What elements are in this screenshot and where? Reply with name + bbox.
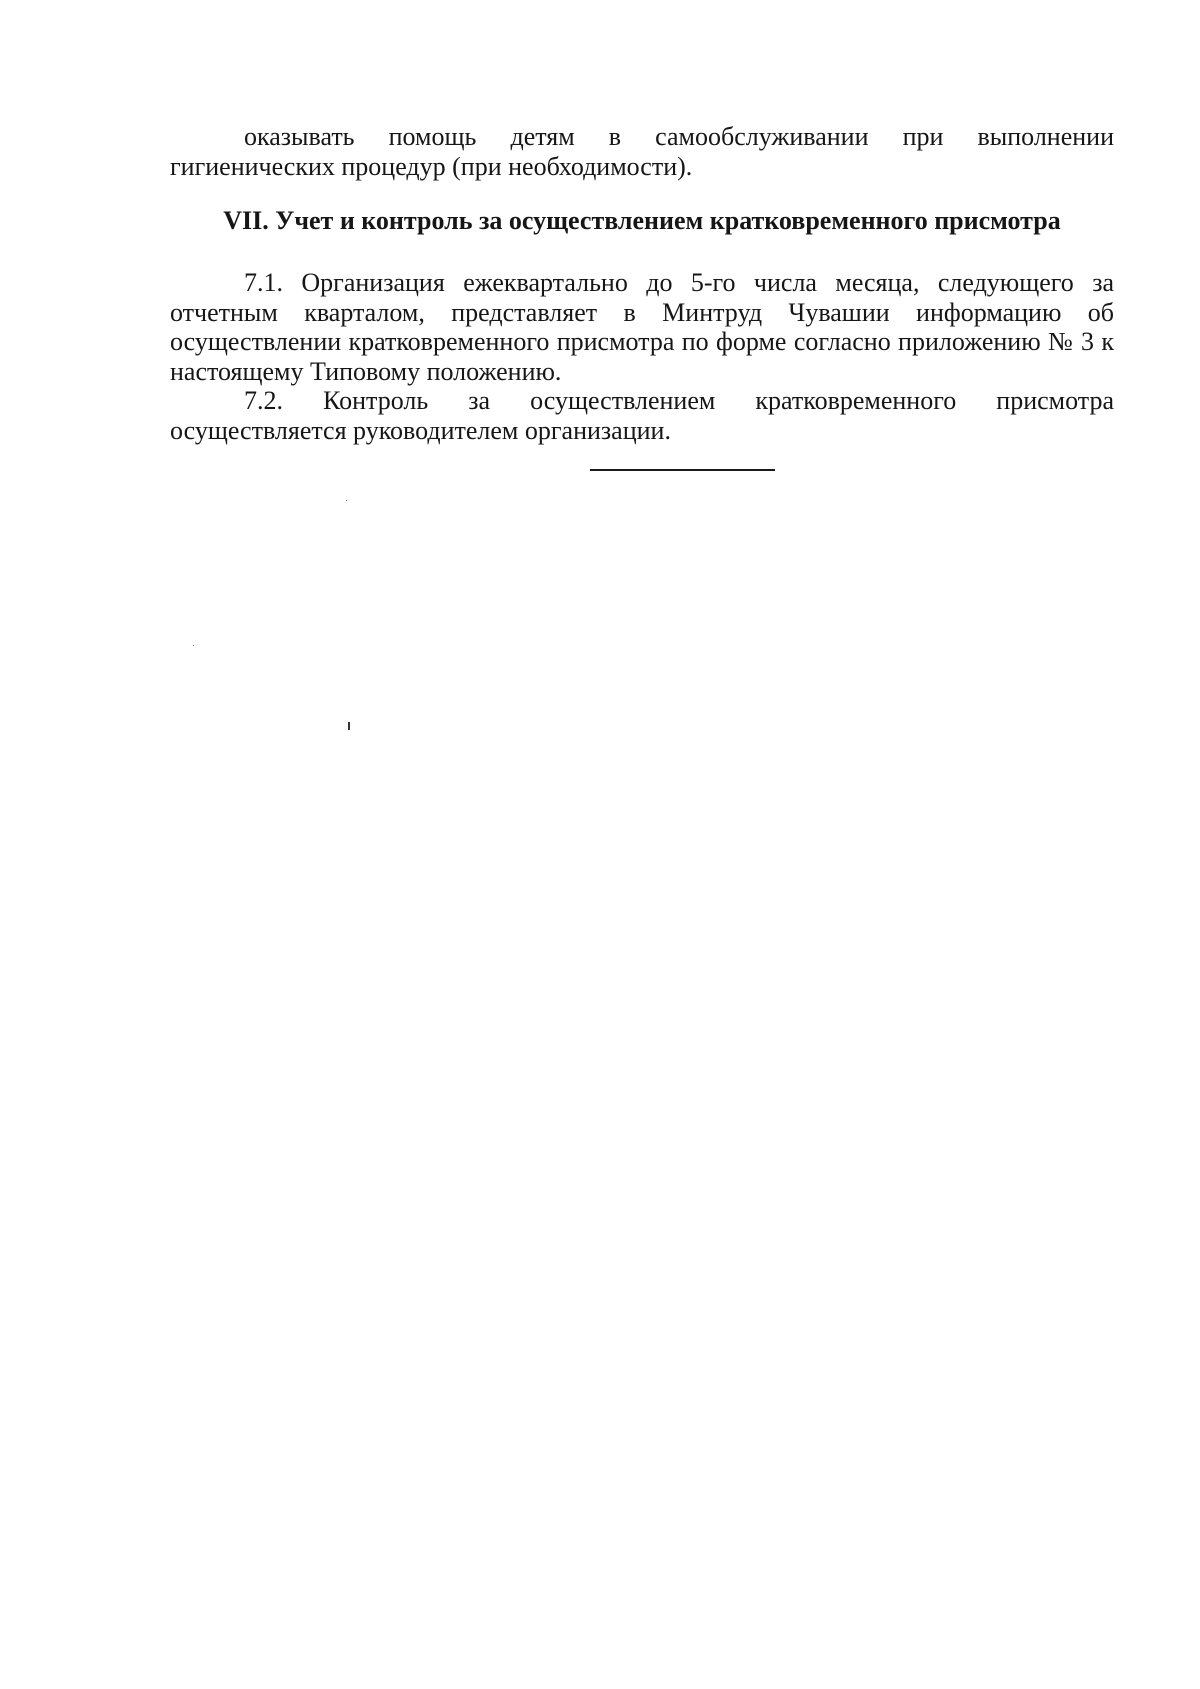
paragraph-7-1: 7.1. Организация ежеквартально до 5-го числа месяца, следующего за отчетным кварталом, представляет в Минтруд Чувашии информацию об осуществлении кратковременного присмотра по форме согласно приложению № 3 к настоящему Типовому положению. [170, 268, 1114, 386]
section-heading: VII. Учет и контроль за осуществлением кратковременного присмотра [223, 206, 1061, 235]
end-of-document-rule [590, 469, 775, 471]
scan-speck [348, 722, 350, 730]
scan-speck [346, 500, 347, 501]
continuation-text [170, 122, 1114, 181]
paragraph-7-2: 7.2. Контроль за осуществлением кратковременного присмотра осуществляется руководителем организации. [170, 386, 1114, 445]
section-body [170, 268, 1114, 445]
scan-speck [193, 645, 194, 646]
continuation-paragraph: оказывать помощь детям в самообслуживании при выполнении гигиенических процедур (при необходимости). [170, 122, 1114, 181]
